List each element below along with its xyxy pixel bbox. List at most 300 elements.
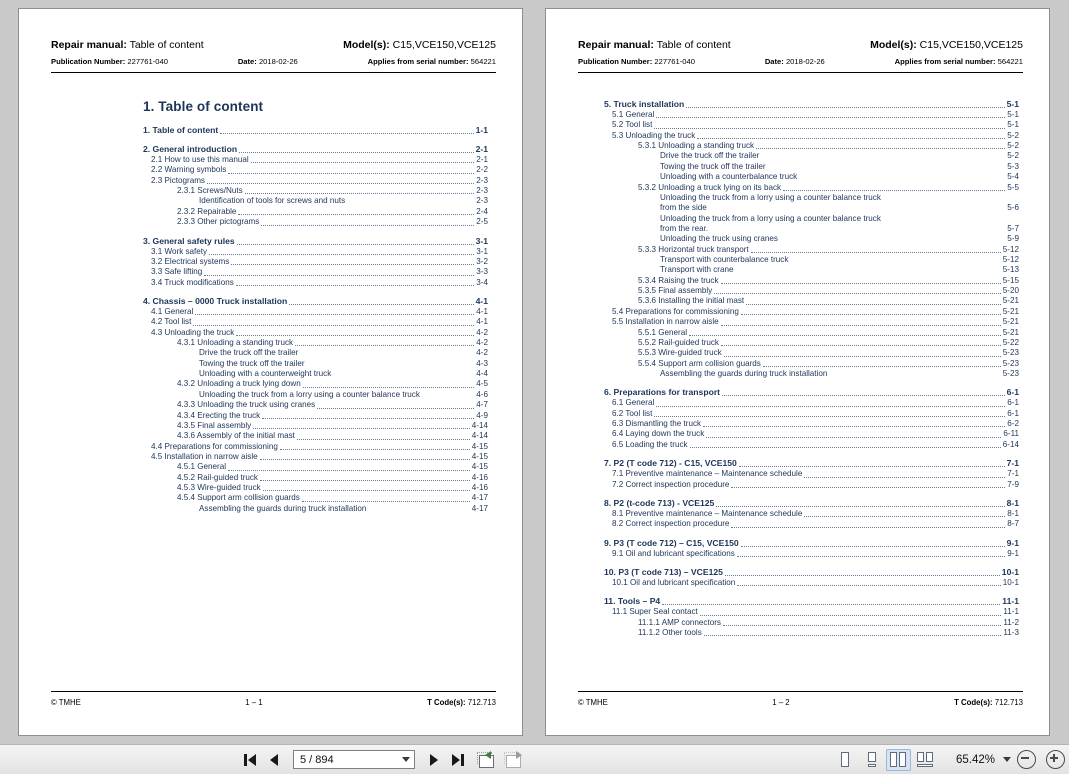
toc-entry[interactable] bbox=[604, 359, 1019, 369]
toc-entry-page: 5-3 bbox=[1007, 161, 1019, 171]
toc-entry[interactable] bbox=[604, 162, 1019, 172]
toc-entry[interactable] bbox=[143, 483, 488, 493]
toc-entry-page: 2-1 bbox=[475, 144, 488, 154]
toc-leader-dots bbox=[741, 313, 1001, 315]
toc-entry-label: 4.2 Tool list bbox=[151, 317, 192, 327]
toc-leader-dots bbox=[260, 458, 470, 460]
toc-entry-page: 4-1 bbox=[476, 317, 488, 327]
toc-entry-label: 1. Table of content bbox=[143, 125, 219, 135]
toc-entry[interactable] bbox=[604, 99, 1019, 110]
toc-entry[interactable] bbox=[143, 217, 488, 227]
manual-value: Table of content bbox=[129, 39, 204, 51]
toc-entry-label: Transport with counterbalance truck bbox=[660, 255, 789, 265]
toc-entry[interactable] bbox=[143, 186, 488, 196]
toc-leader-dots bbox=[289, 303, 473, 305]
toc-leader-dots bbox=[700, 614, 1002, 616]
toc-entry[interactable] bbox=[143, 247, 488, 257]
copyright-text: © TMHE bbox=[51, 698, 81, 707]
toc-entry-page: 7-1 bbox=[1007, 469, 1019, 479]
toc-entry-page: 5-22 bbox=[1002, 337, 1019, 347]
toc-entry-label: 4.3.3 Unloading the truck using cranes bbox=[177, 400, 316, 410]
toc-entry-page: 6-1 bbox=[1006, 387, 1019, 398]
toc-entry[interactable] bbox=[604, 519, 1019, 529]
toc-entry[interactable] bbox=[143, 338, 488, 348]
toc-entry[interactable] bbox=[143, 390, 488, 400]
toc-entry-label: 10.1 Oil and lubricant specification bbox=[612, 577, 736, 587]
toc-entry[interactable] bbox=[143, 165, 488, 175]
toc-entry-label-continued: from the side bbox=[660, 203, 707, 213]
toc-leader-dots bbox=[317, 407, 474, 409]
toc-entry[interactable] bbox=[143, 411, 488, 421]
toc-entry[interactable] bbox=[604, 328, 1019, 338]
toc-leader-dots bbox=[721, 324, 1001, 326]
toc-entry-label: 5.5.4 Support arm collision guards bbox=[638, 358, 761, 368]
toc-entry[interactable] bbox=[604, 498, 1019, 509]
toc-entry-page: 5-23 bbox=[1002, 348, 1019, 358]
publication-value: 227761-040 bbox=[654, 57, 695, 67]
toc-entry-label: 2. General introduction bbox=[143, 144, 238, 154]
toc-leader-dots bbox=[220, 132, 473, 134]
zoom-in-button[interactable] bbox=[1046, 750, 1065, 769]
toc-entry[interactable] bbox=[604, 131, 1019, 141]
toc-entry[interactable] bbox=[143, 442, 488, 452]
toc-leader-dots bbox=[751, 251, 1001, 253]
toc-leader-dots bbox=[297, 438, 470, 440]
toc-leader-dots bbox=[302, 500, 470, 502]
toc-entry-page: 2-5 bbox=[476, 217, 488, 227]
toc-leader-dots bbox=[706, 436, 1001, 438]
toc-leader-dots bbox=[804, 515, 1005, 517]
toc-leader-dots bbox=[662, 603, 1000, 605]
toc-entry-label: Assembling the guards during truck installation bbox=[199, 503, 367, 513]
toc-entry[interactable] bbox=[143, 207, 488, 217]
toc-entry[interactable] bbox=[604, 307, 1019, 317]
toc-leader-dots bbox=[799, 180, 1005, 181]
manual-title bbox=[51, 39, 204, 51]
toc-entry-label: 5.3 Unloading the truck bbox=[612, 130, 696, 140]
toc-leader-dots bbox=[829, 376, 1000, 377]
toc-entry[interactable] bbox=[604, 110, 1019, 120]
toc-entry-page: 5-21 bbox=[1002, 306, 1019, 316]
toc-entry-page: 11-2 bbox=[1003, 617, 1019, 627]
toc-entry-label: 4.5 Installation in narrow aisle bbox=[151, 451, 258, 461]
toc-entry-page: 6-1 bbox=[1007, 408, 1019, 418]
toc-entry-label: 10. P3 (T code 713) – VCE125 bbox=[604, 566, 723, 577]
view-mode-single-page-button[interactable] bbox=[832, 749, 857, 771]
toc-entry-label: 5.5.2 Rail-guided truck bbox=[638, 337, 719, 347]
toc-entry-page: 4-7 bbox=[476, 400, 488, 410]
toc-leader-dots bbox=[253, 427, 470, 429]
toc-entry-page: 5-12 bbox=[1002, 244, 1019, 254]
toc-entry-label: 4.3 Unloading the truck bbox=[151, 327, 235, 337]
toc-list-page1 bbox=[143, 99, 488, 514]
toc-entry-page: 5-2 bbox=[1007, 130, 1019, 140]
toc-entry-page: 2-4 bbox=[476, 206, 488, 216]
toc-leader-dots bbox=[723, 624, 1001, 626]
toc-entry-label: 7.1 Preventive maintenance – Maintenance schedule bbox=[612, 469, 803, 479]
toc-entry[interactable] bbox=[604, 458, 1019, 469]
toc-entry-page: 8-1 bbox=[1007, 508, 1019, 518]
toc-entry-label: 5.3.3 Horizontal truck transport bbox=[638, 244, 749, 254]
toc-entry[interactable] bbox=[143, 144, 488, 155]
toc-entry[interactable] bbox=[604, 338, 1019, 348]
toc-entry-label: 5.3.1 Unloading a standing truck bbox=[638, 141, 755, 151]
page-number-value: 5 / 894 bbox=[300, 753, 334, 766]
manual-label: Repair manual: bbox=[578, 39, 654, 51]
toc-entry-page: 4-4 bbox=[476, 369, 488, 379]
toc-leader-dots bbox=[236, 284, 475, 286]
toc-entry[interactable] bbox=[604, 628, 1019, 638]
chevron-down-icon[interactable] bbox=[402, 757, 410, 762]
toc-entry-label: Unloading the truck from a lorry using a counter balance truck bbox=[660, 192, 881, 202]
toc-entry[interactable] bbox=[143, 196, 488, 206]
page-header-left bbox=[51, 39, 496, 73]
toc-leader-dots bbox=[263, 489, 470, 491]
toc-entry-page: 4-16 bbox=[471, 472, 488, 482]
toc-leader-dots bbox=[746, 303, 1001, 305]
toc-entry[interactable] bbox=[143, 296, 488, 307]
toc-leader-dots bbox=[780, 242, 1005, 243]
toc-entry[interactable] bbox=[604, 286, 1019, 296]
toc-entry[interactable] bbox=[604, 151, 1019, 161]
toc-entry[interactable] bbox=[604, 387, 1019, 398]
toc-entry-label: 4.5.1 General bbox=[177, 462, 227, 472]
toc-entry[interactable] bbox=[604, 567, 1019, 578]
manual-value: Table of content bbox=[656, 39, 731, 51]
toc-entry[interactable] bbox=[604, 172, 1019, 182]
toc-entry[interactable] bbox=[604, 348, 1019, 358]
toc-entry-page: 4-2 bbox=[476, 338, 488, 348]
toc-entry-label: 11.1 Super Seal contact bbox=[612, 607, 698, 617]
page-number-input[interactable] bbox=[293, 750, 415, 769]
toc-leader-dots bbox=[261, 224, 474, 226]
toc-entry[interactable] bbox=[143, 328, 488, 338]
toc-entry[interactable] bbox=[143, 431, 488, 441]
toc-entry-page: 4-14 bbox=[471, 420, 488, 430]
toc-entry-label: Towing the truck off the trailer bbox=[199, 358, 305, 368]
toc-entry[interactable] bbox=[143, 473, 488, 483]
toc-entry-page: 5-21 bbox=[1002, 327, 1019, 337]
toc-entry-page: 4-9 bbox=[476, 410, 488, 420]
toc-leader-dots bbox=[783, 189, 1005, 191]
toc-entry[interactable] bbox=[143, 369, 488, 379]
toc-entry-label: 5.5.1 General bbox=[638, 327, 688, 337]
toc-entry[interactable] bbox=[143, 155, 488, 165]
tcode-right bbox=[954, 698, 1023, 707]
toc-leader-dots bbox=[300, 356, 474, 357]
tcode-label: T Code(s): bbox=[954, 698, 993, 707]
toc-entry-label: 6.4 Laying down the truck bbox=[612, 429, 705, 439]
toc-entry[interactable] bbox=[604, 578, 1019, 588]
toc-leader-dots bbox=[654, 415, 1005, 417]
toc-leader-dots bbox=[731, 526, 1005, 528]
toc-entry-page: 4-2 bbox=[476, 348, 488, 358]
toc-entry[interactable] bbox=[604, 398, 1019, 408]
toc-entry-page: 4-15 bbox=[471, 451, 488, 461]
toc-entry[interactable] bbox=[604, 469, 1019, 479]
date-value: 2018-02-26 bbox=[785, 57, 825, 67]
serial-number bbox=[368, 58, 496, 67]
toc-entry-label: 9.1 Oil and lubricant specifications bbox=[612, 548, 735, 558]
toc-entry-label: 11.1.1 AMP connectors bbox=[638, 617, 721, 627]
plus-icon-vertical bbox=[1053, 754, 1055, 762]
toc-leader-dots bbox=[768, 169, 1006, 170]
toc-entry-page: 8-7 bbox=[1007, 519, 1019, 529]
last-page-button[interactable] bbox=[446, 749, 470, 771]
models-value: C15,VCE150,VCE125 bbox=[392, 39, 496, 51]
toc-leader-dots bbox=[368, 511, 469, 512]
toc-entry-label: 7.2 Correct inspection procedure bbox=[612, 479, 730, 489]
toc-entry[interactable] bbox=[604, 183, 1019, 193]
toc-entry-label: 5.2 Tool list bbox=[612, 120, 653, 130]
toc-entry-label: 6.1 General bbox=[612, 398, 655, 408]
first-page-button[interactable] bbox=[238, 749, 262, 771]
toc-entry-page: 7-9 bbox=[1007, 479, 1019, 489]
toc-entry[interactable] bbox=[143, 236, 488, 247]
toc-entry[interactable] bbox=[604, 480, 1019, 490]
toc-entry-label: 8. P2 (t-code 713) - VCE125 bbox=[604, 497, 715, 508]
minus-icon bbox=[1021, 757, 1029, 759]
toc-entry-page: 4-1 bbox=[476, 306, 488, 316]
toc-entry[interactable] bbox=[604, 234, 1019, 244]
toc-entry[interactable] bbox=[604, 440, 1019, 450]
toc-entry-page: 3-1 bbox=[475, 235, 488, 246]
toc-entry[interactable] bbox=[604, 317, 1019, 327]
toc-leader-dots bbox=[735, 273, 1000, 274]
toc-leader-dots bbox=[237, 243, 474, 245]
toc-entry[interactable] bbox=[143, 400, 488, 410]
toc-entry-label: 2.3.3 Other pictograms bbox=[177, 217, 260, 227]
toc-list-page2 bbox=[604, 99, 1019, 638]
zoom-dropdown-chevron-icon[interactable] bbox=[1003, 757, 1011, 762]
toc-leader-dots bbox=[761, 159, 1005, 160]
view-mode-two-pages-button[interactable] bbox=[886, 749, 911, 771]
toc-entry[interactable] bbox=[143, 267, 488, 277]
toc-leader-dots bbox=[238, 213, 474, 215]
toc-entry[interactable] bbox=[604, 120, 1019, 130]
toc-leader-dots bbox=[654, 127, 1005, 129]
models-value: C15,VCE150,VCE125 bbox=[919, 39, 1023, 51]
page-number-right: 1 – 2 bbox=[772, 698, 790, 707]
toc-entry-page: 2-1 bbox=[476, 155, 488, 164]
toc-leader-dots bbox=[303, 386, 475, 388]
toc-entry[interactable] bbox=[143, 307, 488, 317]
toc-leader-dots bbox=[193, 324, 474, 326]
manual-label: Repair manual: bbox=[51, 39, 127, 51]
toc-entry-page: 4-15 bbox=[471, 462, 488, 472]
toc-entry-page: 5-21 bbox=[1002, 317, 1019, 327]
document-page-right[interactable] bbox=[545, 8, 1050, 736]
toc-entry-label: Drive the truck off the trailer bbox=[199, 348, 299, 358]
date-label: Date: bbox=[237, 57, 257, 67]
toc-entry[interactable] bbox=[143, 462, 488, 472]
toc-entry-page: 5-21 bbox=[1002, 296, 1019, 306]
toc-entry-page: 5-15 bbox=[1002, 275, 1019, 285]
toc-entry-page: 5-7 bbox=[1007, 223, 1019, 233]
two-page-continuous-icon bbox=[917, 752, 934, 767]
toc-leader-dots bbox=[239, 151, 474, 153]
toc-entry[interactable] bbox=[143, 359, 488, 369]
toc-leader-dots bbox=[686, 106, 1004, 108]
toc-entry-label: 6.3 Dismantling the truck bbox=[612, 419, 702, 429]
toc-entry[interactable] bbox=[604, 141, 1019, 151]
toc-entry-label: 5.3.5 Final assembly bbox=[638, 286, 713, 296]
toc-entry[interactable] bbox=[143, 278, 488, 288]
toc-leader-dots bbox=[236, 334, 474, 336]
toc-entry[interactable] bbox=[143, 257, 488, 267]
toc-entries-page2 bbox=[604, 99, 1019, 638]
toc-entry-label: 5.3.4 Raising the truck bbox=[638, 275, 719, 285]
toc-entry-page: 4-17 bbox=[471, 493, 488, 503]
toc-leader-dots bbox=[295, 344, 474, 346]
toc-leader-dots bbox=[731, 486, 1005, 488]
serial-label: Applies from serial number: bbox=[367, 57, 469, 67]
toc-entry-label: 5.5.3 Wire-guided truck bbox=[638, 348, 722, 358]
publication-label: Publication Number: bbox=[578, 57, 653, 67]
zoom-out-button[interactable] bbox=[1017, 750, 1036, 769]
page-header-right bbox=[578, 39, 1023, 73]
toc-entry-label: 6.5 Loading the truck bbox=[612, 439, 688, 449]
toc-entry[interactable] bbox=[604, 509, 1019, 519]
toc-entry-label: 2.3.2 Repairable bbox=[177, 206, 237, 216]
toc-entry-page: 10-1 bbox=[1002, 577, 1019, 587]
toc-entry[interactable] bbox=[604, 618, 1019, 628]
toc-entry-label: 4.1 General bbox=[151, 306, 194, 316]
copyright-text: © TMHE bbox=[578, 698, 608, 707]
toc-leader-dots bbox=[763, 365, 1001, 367]
toc-leader-dots bbox=[333, 376, 474, 377]
toc-entry[interactable] bbox=[143, 379, 488, 389]
toc-entry-page: 2-3 bbox=[476, 196, 488, 206]
document-page-left[interactable] bbox=[18, 8, 523, 736]
toc-entry-page: 5-1 bbox=[1007, 110, 1019, 119]
toc-entry-page: 5-1 bbox=[1007, 120, 1019, 130]
first-page-arrow-icon bbox=[248, 754, 256, 766]
toc-entry[interactable] bbox=[143, 348, 488, 358]
toc-entry[interactable] bbox=[604, 214, 1019, 235]
toc-entry-label: Unloading the truck using cranes bbox=[660, 234, 778, 244]
toc-entry-label: 5.4 Preparations for commissioning bbox=[612, 306, 739, 316]
toc-entry-page: 5-9 bbox=[1007, 234, 1019, 244]
serial-value: 564221 bbox=[997, 57, 1023, 67]
zoom-level-value: 65.42% bbox=[955, 753, 995, 766]
document-date bbox=[765, 58, 825, 67]
view-mode-two-pages-continuous-button[interactable] bbox=[913, 749, 938, 771]
previous-view-button[interactable] bbox=[475, 750, 497, 770]
toc-entry-label: Unloading the truck from a lorry using a counter balance truck bbox=[199, 389, 420, 399]
date-label: Date: bbox=[764, 57, 784, 67]
toc-entry-page: 6-14 bbox=[1002, 439, 1019, 449]
toc-entry-label: 2.2 Warning symbols bbox=[151, 165, 227, 175]
models-label: Model(s): bbox=[870, 39, 917, 51]
toc-entry[interactable] bbox=[143, 176, 488, 186]
toc-entry[interactable] bbox=[604, 549, 1019, 559]
toc-entry[interactable] bbox=[604, 265, 1019, 275]
page-title: 1. Table of content bbox=[143, 99, 264, 114]
first-page-bar bbox=[244, 754, 247, 766]
toc-entry[interactable] bbox=[143, 452, 488, 462]
publication-number bbox=[51, 58, 168, 67]
toc-entry-label: Unloading the truck from a lorry using a counter balance truck bbox=[660, 213, 881, 223]
date-value: 2018-02-26 bbox=[258, 57, 298, 67]
toc-leader-dots bbox=[207, 182, 474, 184]
toc-entry-label: Drive the truck off the trailer bbox=[660, 151, 760, 161]
publication-label: Publication Number: bbox=[51, 57, 126, 67]
toc-entry-label: 5.1 General bbox=[612, 110, 655, 119]
toc-entry[interactable] bbox=[604, 607, 1019, 617]
toc-entry-label: 9. P3 (T code 712) – C15, VCE150 bbox=[604, 537, 739, 548]
toc-entry[interactable] bbox=[604, 596, 1019, 607]
toc-leader-dots bbox=[307, 366, 475, 367]
toc-entry-label: 5.3.6 Installing the initial mast bbox=[638, 296, 745, 306]
page-footer-right bbox=[578, 691, 1023, 707]
toc-entry[interactable] bbox=[604, 255, 1019, 265]
toc-entry-page: 4-16 bbox=[471, 483, 488, 493]
toc-entry-page: 5-20 bbox=[1002, 286, 1019, 296]
toc-entry-label: Transport with crane bbox=[660, 265, 734, 275]
toc-entry-page: 3-4 bbox=[476, 277, 488, 287]
toc-entry[interactable] bbox=[143, 493, 488, 503]
two-page-icon bbox=[890, 752, 907, 767]
toc-entry-page: 9-1 bbox=[1006, 537, 1019, 548]
toc-leader-dots bbox=[245, 192, 475, 194]
toc-entry-page: 6-1 bbox=[1007, 398, 1019, 408]
toc-entry-page: 4-6 bbox=[476, 389, 488, 399]
toc-leader-dots bbox=[689, 334, 1001, 336]
toc-entry-label: 8.1 Preventive maintenance – Maintenance schedule bbox=[612, 508, 803, 518]
toc-leader-dots bbox=[709, 211, 1006, 212]
toc-leader-dots bbox=[251, 161, 475, 163]
toc-leader-dots bbox=[790, 262, 1000, 263]
toc-entry[interactable] bbox=[143, 317, 488, 327]
toc-entry-page: 4-15 bbox=[471, 441, 488, 451]
toc-entry-page: 6-11 bbox=[1003, 429, 1019, 439]
page-footer-left bbox=[51, 691, 496, 707]
toc-entry[interactable] bbox=[604, 193, 1019, 214]
toc-entry-page: 5-13 bbox=[1002, 265, 1019, 275]
toc-entry[interactable] bbox=[604, 245, 1019, 255]
next-page-button[interactable] bbox=[422, 749, 446, 771]
tcode-value: 712.713 bbox=[467, 698, 496, 707]
toc-entry-label: 3.1 Work safety bbox=[151, 246, 208, 256]
toc-entry-label: 3. General safety rules bbox=[143, 235, 235, 246]
toc-entry-label: 4. Chassis – 0000 Truck installation bbox=[143, 295, 288, 306]
toc-entry[interactable] bbox=[143, 504, 488, 514]
toc-entry[interactable] bbox=[604, 429, 1019, 439]
toc-entry[interactable] bbox=[604, 296, 1019, 306]
previous-page-button[interactable] bbox=[262, 749, 286, 771]
toc-entry[interactable] bbox=[604, 276, 1019, 286]
toc-entry[interactable] bbox=[604, 369, 1019, 379]
toc-entry[interactable] bbox=[604, 409, 1019, 419]
toc-leader-dots bbox=[690, 446, 1001, 448]
toc-leader-dots bbox=[231, 263, 474, 265]
next-view-button[interactable] bbox=[502, 750, 524, 770]
toc-entry[interactable] bbox=[143, 421, 488, 431]
toc-leader-dots bbox=[716, 505, 1004, 507]
previous-view-arrow-icon bbox=[485, 751, 491, 759]
toc-leader-dots bbox=[722, 394, 1005, 396]
models-label: Model(s): bbox=[343, 39, 390, 51]
toc-entry-label: 7. P2 (T code 712) - C15, VCE150 bbox=[604, 458, 737, 469]
serial-label: Applies from serial number: bbox=[894, 57, 996, 67]
toc-entry[interactable] bbox=[604, 538, 1019, 549]
toc-leader-dots bbox=[714, 292, 1001, 294]
toc-entry-page: 5-23 bbox=[1002, 358, 1019, 368]
toc-entry[interactable] bbox=[143, 125, 488, 136]
view-mode-continuous-button[interactable] bbox=[859, 749, 884, 771]
toc-entry[interactable] bbox=[604, 419, 1019, 429]
